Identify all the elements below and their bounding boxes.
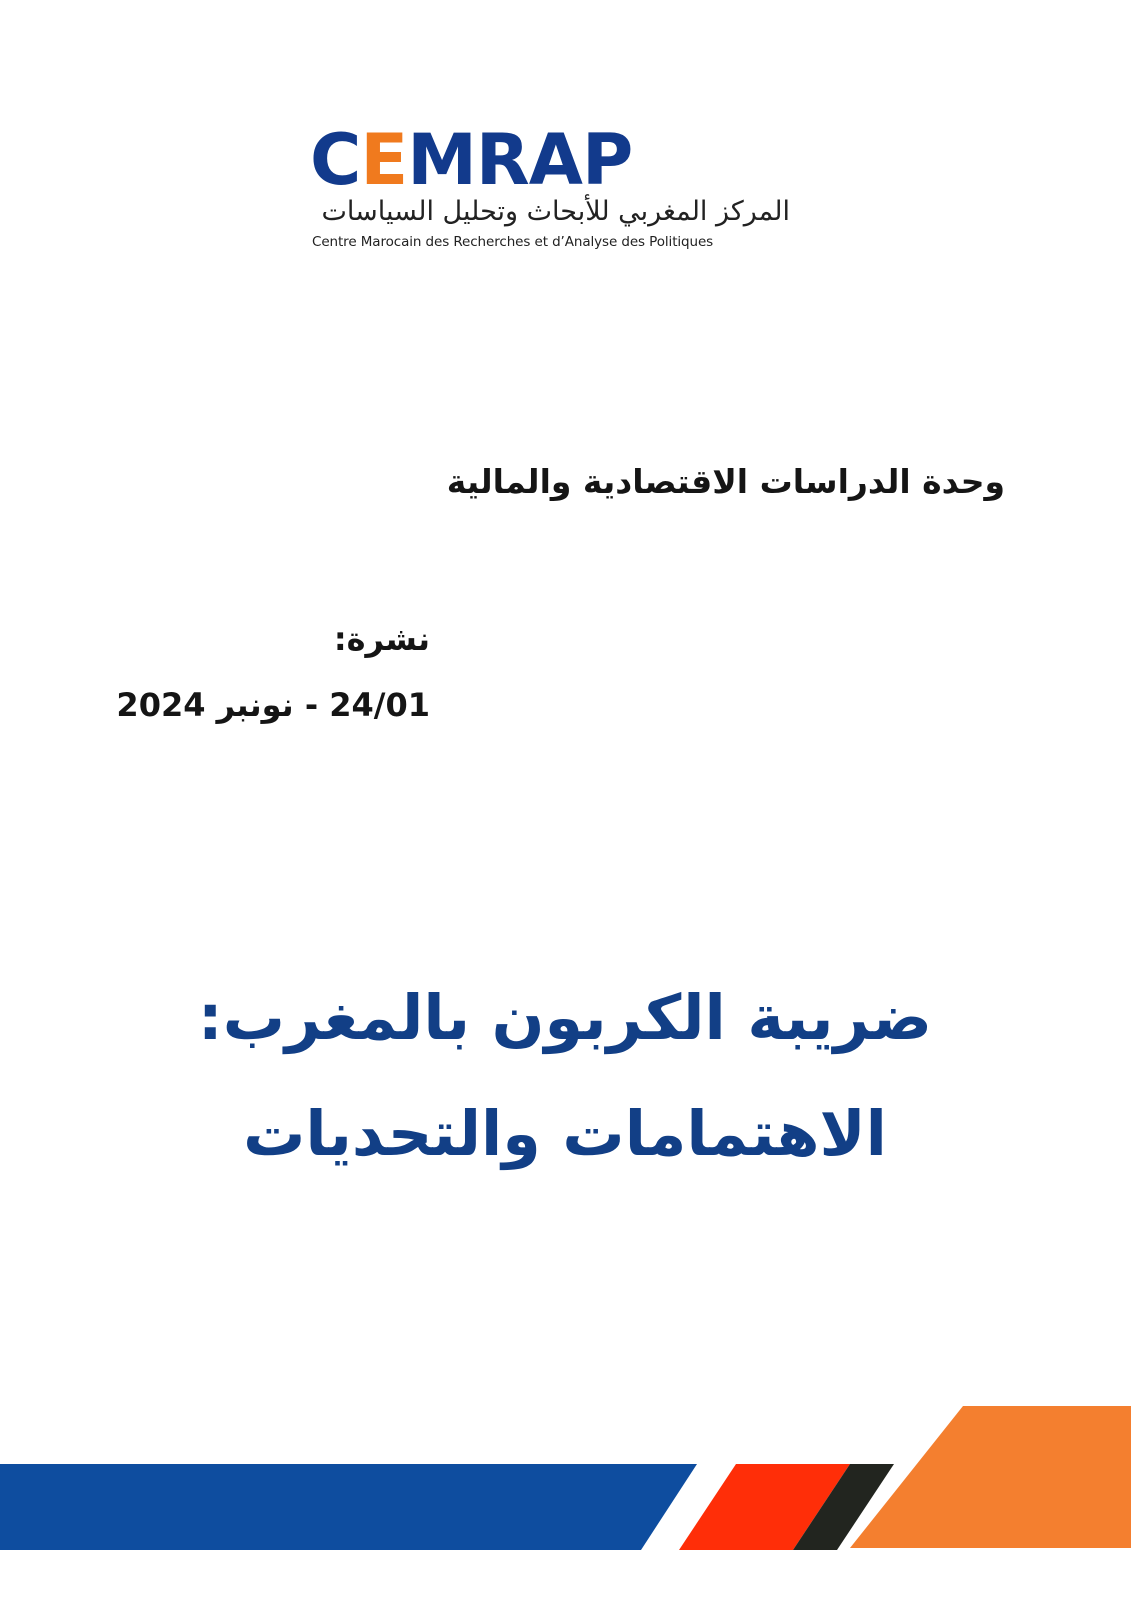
wordmark-p: P bbox=[581, 128, 633, 192]
svg-text:CEMRAP bbox=[310, 128, 632, 192]
document-title-line-2: الاهتمامات والتحديات bbox=[243, 1097, 887, 1170]
wordmark-mra: MRA bbox=[407, 128, 582, 192]
document-title-line-1: ضريبة الكربون بالمغرب: bbox=[197, 981, 933, 1054]
wordmark-e: E bbox=[360, 128, 408, 192]
logo-arabic-name: المركز المغربي للأبحاث وتحليل السياسات bbox=[321, 196, 790, 227]
wordmark-c: C bbox=[310, 128, 361, 192]
bulletin-label: نشرة: bbox=[333, 620, 430, 658]
bulletin-issue: 24/01 - نونبر 2024 bbox=[116, 686, 430, 724]
logo bbox=[310, 128, 790, 258]
document-title bbox=[120, 960, 1010, 1192]
logo-french-name: Centre Marocain des Recherches et d’Analyse des Politiques bbox=[312, 234, 714, 250]
footer-blue-stripe bbox=[0, 1464, 697, 1550]
footer-orange-stripe bbox=[850, 1406, 1131, 1548]
footer-stripes bbox=[0, 1400, 1131, 1560]
cemrap-wordmark bbox=[310, 128, 790, 192]
unit-title: وحدة الدراسات الاقتصادية والمالية bbox=[446, 462, 1005, 501]
